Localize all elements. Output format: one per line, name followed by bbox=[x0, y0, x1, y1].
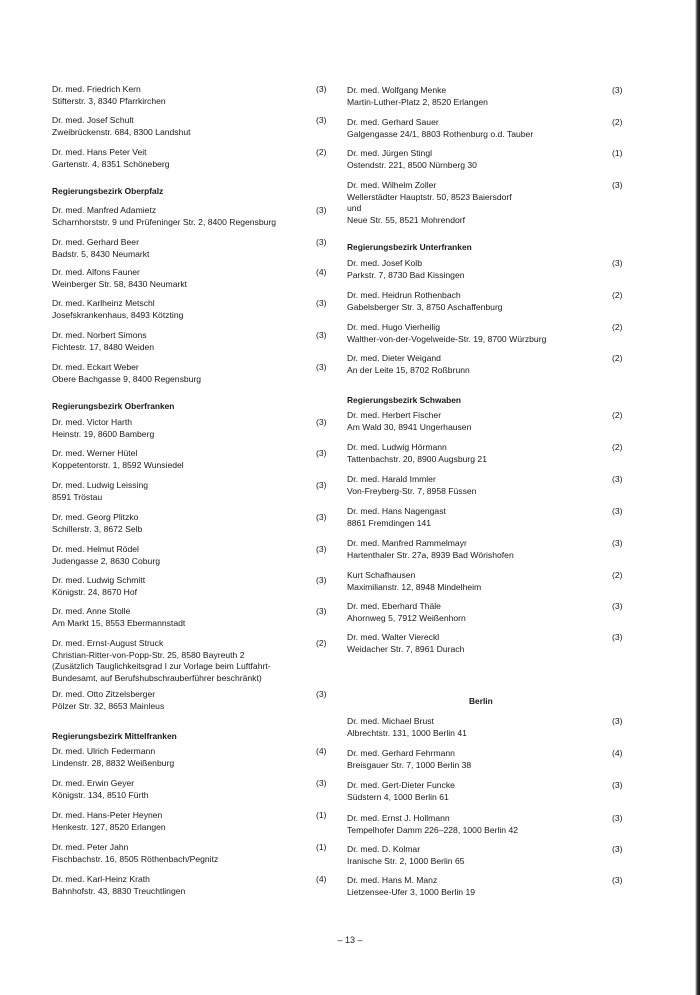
entry-address-line: Stifterstr. 3, 8340 Pfarrkirchen bbox=[52, 95, 166, 106]
list-item bbox=[52, 842, 327, 865]
entry-name: Dr. med. Friedrich Kern bbox=[52, 84, 141, 94]
entry-address-line: Ostendstr. 221, 8500 Nürnberg 30 bbox=[347, 159, 477, 170]
entry-category: (3) bbox=[612, 506, 623, 516]
entry-name: Dr. med. Josef Kolb bbox=[347, 258, 422, 268]
entry-category: (2) bbox=[612, 322, 623, 332]
entry-name: Dr. med. Wilhelm Zoller bbox=[347, 180, 437, 190]
entry-address-line: Obere Bachgasse 9, 8400 Regensburg bbox=[52, 373, 202, 384]
list-item bbox=[347, 290, 623, 313]
entry-category: (3) bbox=[612, 474, 623, 484]
entry-address-line: Parkstr. 7, 8730 Bad Kissingen bbox=[347, 269, 465, 280]
entry-address-line: Am Wald 30, 8941 Ungerhausen bbox=[347, 421, 472, 432]
entry-address-line: 8861 Fremdingen 141 bbox=[347, 517, 432, 528]
list-item bbox=[347, 748, 623, 771]
list-item bbox=[347, 180, 623, 226]
entry-name: Dr. med. Gerhard Fehrmann bbox=[347, 748, 455, 758]
entry-category: (3) bbox=[612, 180, 623, 190]
entry-address-line: Königstr. 24, 8670 Hof bbox=[52, 586, 138, 597]
list-item bbox=[347, 716, 623, 739]
list-item bbox=[347, 570, 623, 593]
section-heading: Regierungsbezirk Oberpfalz bbox=[52, 186, 164, 196]
entry-category: (4) bbox=[316, 267, 327, 277]
list-item bbox=[347, 601, 623, 624]
entry-name: Dr. med. Hans Peter Veit bbox=[52, 147, 147, 157]
entry-category: (3) bbox=[612, 85, 623, 95]
section-heading: Berlin bbox=[469, 696, 493, 706]
entry-name: Dr. med. Anne Stolle bbox=[52, 606, 131, 616]
list-item bbox=[52, 606, 327, 629]
entry-name: Dr. med. Harald Immler bbox=[347, 474, 436, 484]
entry-category: (4) bbox=[316, 874, 327, 884]
list-item bbox=[52, 417, 327, 440]
entry-category: (3) bbox=[612, 538, 623, 548]
list-item bbox=[52, 147, 327, 170]
entry-name: Dr. med. Eckart Weber bbox=[52, 362, 139, 372]
page-number: – 13 – bbox=[337, 935, 363, 945]
entry-address-line: Koppetentorstr. 1, 8592 Wunsiedel bbox=[52, 459, 184, 470]
list-item bbox=[52, 330, 327, 353]
entry-address-line: Fischbachstr. 16, 8505 Röthenbach/Pegnitz bbox=[52, 853, 219, 864]
entry-category: (3) bbox=[316, 512, 327, 522]
list-item bbox=[347, 148, 623, 171]
entry-category: (1) bbox=[612, 148, 623, 158]
entry-category: (4) bbox=[612, 748, 623, 758]
entry-name: Dr. med. Ernst J. Hollmann bbox=[347, 813, 450, 823]
entry-address-line: Von-Freyberg-Str. 7, 8958 Füssen bbox=[347, 485, 477, 496]
entry-category: (3) bbox=[612, 875, 623, 885]
entry-category: (1) bbox=[316, 842, 327, 852]
entry-category: (2) bbox=[612, 290, 623, 300]
entry-address-line: (Zusätzlich Tauglichkeitsgrad I zur Vorlage beim Luftfahrt- bbox=[52, 661, 271, 672]
entry-name: Dr. med. Otto Zitzelsberger bbox=[52, 689, 156, 699]
entry-category: (3) bbox=[316, 480, 327, 490]
entry-name: Dr. med. Manfred Adamietz bbox=[52, 205, 157, 215]
entry-address-line: Zweibrückenstr. 684, 8300 Landshut bbox=[52, 126, 191, 137]
entry-category: (1) bbox=[316, 810, 327, 820]
list-item bbox=[347, 322, 623, 345]
entry-category: (3) bbox=[316, 778, 327, 788]
list-item bbox=[347, 85, 623, 108]
scan-edge bbox=[695, 0, 700, 995]
entry-address-line: Tattenbachstr. 20, 8900 Augsburg 21 bbox=[347, 453, 487, 464]
entry-name: Dr. med. Victor Harth bbox=[52, 417, 133, 427]
entry-category: (3) bbox=[316, 448, 327, 458]
entry-name: Dr. med. Herbert Fischer bbox=[347, 410, 442, 420]
entry-address-line: An der Leite 15, 8702 Roßbrunn bbox=[347, 364, 470, 375]
entry-name: Dr. med. Erwin Geyer bbox=[52, 778, 135, 788]
entry-address-line: Henkestr. 127, 8520 Erlangen bbox=[52, 821, 166, 832]
list-item bbox=[52, 544, 327, 567]
list-item bbox=[52, 362, 327, 385]
entry-address-line: Lietzensee-Ufer 3, 1000 Berlin 19 bbox=[347, 886, 476, 897]
entry-address-line: Am Markt 15, 8553 Ebermannstadt bbox=[52, 617, 186, 628]
entry-category: (3) bbox=[612, 716, 623, 726]
list-item bbox=[347, 258, 623, 281]
entry-category: (2) bbox=[612, 117, 623, 127]
entry-address-line: Hartenthaler Str. 27a, 8939 Bad Wörishofen bbox=[347, 549, 514, 560]
entry-category: (3) bbox=[316, 115, 327, 125]
entry-address-line: Gartenstr. 4, 8351 Schöneberg bbox=[52, 158, 170, 169]
list-item bbox=[347, 844, 623, 867]
entry-name: Dr. med. Hugo Vierheilig bbox=[347, 322, 440, 332]
entry-address-line: Fichtestr. 17, 8480 Weiden bbox=[52, 341, 155, 352]
entry-name: Dr. med. Hans-Peter Heynen bbox=[52, 810, 163, 820]
entry-name: Dr. med. Eberhard Thäle bbox=[347, 601, 441, 611]
entry-name: Dr. med. Karlheinz Metschl bbox=[52, 298, 155, 308]
list-item bbox=[347, 538, 623, 561]
entry-address-line: Gabelsberger Str. 3, 8750 Aschaffenburg bbox=[347, 301, 503, 312]
entry-category: (3) bbox=[316, 84, 327, 94]
list-item bbox=[347, 353, 623, 376]
entry-address-line: Weidacher Str. 7, 8961 Durach bbox=[347, 643, 465, 654]
entry-category: (3) bbox=[316, 205, 327, 215]
list-item bbox=[347, 410, 623, 433]
entry-category: (3) bbox=[316, 362, 327, 372]
entry-address-line: und bbox=[347, 203, 362, 214]
entry-address-line: Weinberger Str. 58, 8430 Neumarkt bbox=[52, 278, 188, 289]
entry-address-line: Tempelhofer Damm 226–228, 1000 Berlin 42 bbox=[347, 824, 519, 835]
list-item bbox=[52, 746, 327, 769]
entry-address-line: Schillerstr. 3, 8672 Selb bbox=[52, 523, 143, 534]
list-item bbox=[52, 512, 327, 535]
entry-address-line: Südstern 4, 1000 Berlin 61 bbox=[347, 791, 449, 802]
entry-address-line: Badstr. 5, 8430 Neumarkt bbox=[52, 248, 150, 259]
entry-category: (3) bbox=[612, 258, 623, 268]
list-item bbox=[52, 237, 327, 260]
entry-address-line: Josefskrankenhaus, 8493 Kötzting bbox=[52, 309, 184, 320]
entry-name: Dr. med. Manfred Rammelmayr bbox=[347, 538, 467, 548]
entry-name: Dr. med. Josef Schult bbox=[52, 115, 134, 125]
list-item bbox=[52, 638, 327, 684]
list-item bbox=[347, 474, 623, 497]
entry-address-line: Christian-Ritter-von-Popp-Str. 25, 8580 Bayreuth 2 bbox=[52, 649, 245, 660]
entry-name: Dr. med. Gerhard Beer bbox=[52, 237, 139, 247]
entry-address-line: 8591 Tröstau bbox=[52, 491, 103, 502]
entry-name: Dr. med. Ludwig Schmitt bbox=[52, 575, 146, 585]
entry-category: (3) bbox=[316, 330, 327, 340]
list-item bbox=[347, 632, 623, 655]
entry-category: (3) bbox=[316, 689, 327, 699]
list-item bbox=[52, 298, 327, 321]
entry-name: Dr. med. Heidrun Rothenbach bbox=[347, 290, 461, 300]
entry-category: (4) bbox=[316, 746, 327, 756]
entry-address-line: Königstr. 134, 8510 Fürth bbox=[52, 789, 149, 800]
entry-name: Dr. med. Jürgen Stingl bbox=[347, 148, 433, 158]
entry-category: (2) bbox=[612, 353, 623, 363]
entry-name: Kurt Schafhausen bbox=[347, 570, 416, 580]
entry-address-line: Scharnhorststr. 9 und Prüfeninger Str. 2, 8400 Regensburg bbox=[52, 216, 277, 227]
entry-address-line: Galgengasse 24/1, 8803 Rothenburg o.d. Tauber bbox=[347, 128, 534, 139]
entry-category: (3) bbox=[612, 844, 623, 854]
entry-address-line: Pölzer Str. 32, 8653 Mainleus bbox=[52, 700, 165, 711]
entry-name: Dr. med. Alfons Fauner bbox=[52, 267, 140, 277]
list-item bbox=[347, 117, 623, 140]
entry-address-line: Iranische Str. 2, 1000 Berlin 65 bbox=[347, 855, 465, 866]
entry-name: Dr. med. Hans Nagengast bbox=[347, 506, 446, 516]
entry-category: (3) bbox=[612, 780, 623, 790]
entry-category: (3) bbox=[612, 601, 623, 611]
list-item bbox=[347, 780, 623, 803]
list-item bbox=[52, 874, 327, 897]
entry-address-line: Neue Str. 55, 8521 Mohrendorf bbox=[347, 214, 466, 225]
entry-address-line: Heinstr. 19, 8600 Bamberg bbox=[52, 428, 155, 439]
list-item bbox=[52, 778, 327, 801]
entry-name: Dr. med. Wolfgang Menke bbox=[347, 85, 447, 95]
list-item bbox=[347, 506, 623, 529]
list-item bbox=[347, 875, 623, 898]
entry-category: (3) bbox=[612, 632, 623, 642]
entry-name: Dr. med. Norbert Simons bbox=[52, 330, 147, 340]
list-item bbox=[52, 810, 327, 833]
entry-name: Dr. med. Walter Viereckl bbox=[347, 632, 440, 642]
entry-name: Dr. med. Peter Jahn bbox=[52, 842, 129, 852]
section-heading: Regierungsbezirk Unterfranken bbox=[347, 242, 472, 252]
entry-category: (2) bbox=[612, 410, 623, 420]
entry-name: Dr. med. D. Kolmar bbox=[347, 844, 421, 854]
entry-name: Dr. med. Helmut Rödel bbox=[52, 544, 139, 554]
entry-address-line: Martin-Luther-Platz 2, 8520 Erlangen bbox=[347, 96, 488, 107]
entry-category: (3) bbox=[316, 298, 327, 308]
entry-address-line: Bundesamt, auf Berufshubschrauberführer beschränkt) bbox=[52, 672, 262, 683]
entry-category: (3) bbox=[316, 544, 327, 554]
entry-category: (2) bbox=[612, 570, 623, 580]
section-heading: Regierungsbezirk Schwaben bbox=[347, 395, 462, 405]
list-item bbox=[52, 480, 327, 503]
list-item bbox=[347, 442, 623, 465]
list-item bbox=[52, 448, 327, 471]
entry-category: (2) bbox=[316, 638, 327, 648]
entry-name: Dr. med. Hans M. Manz bbox=[347, 875, 438, 885]
entry-category: (2) bbox=[612, 442, 623, 452]
section-heading: Regierungsbezirk Mittelfranken bbox=[52, 731, 177, 741]
list-item bbox=[52, 267, 327, 290]
entry-address-line: Wellerstädter Hauptstr. 50, 8523 Baiersdorf bbox=[347, 191, 512, 202]
list-item bbox=[52, 205, 327, 228]
entry-address-line: Breisgauer Str. 7, 1000 Berlin 38 bbox=[347, 759, 472, 770]
entry-address-line: Walther-von-der-Vogelweide-Str. 19, 8700 Würzburg bbox=[347, 333, 547, 344]
list-item bbox=[52, 84, 327, 107]
entry-name: Dr. med. Gert-Dieter Funcke bbox=[347, 780, 455, 790]
list-item bbox=[347, 813, 623, 836]
entry-category: (3) bbox=[612, 813, 623, 823]
entry-category: (3) bbox=[316, 606, 327, 616]
entry-address-line: Judengasse 2, 8630 Coburg bbox=[52, 555, 160, 566]
entry-name: Dr. med. Ludwig Leissing bbox=[52, 480, 149, 490]
entry-name: Dr. med. Ernst-August Struck bbox=[52, 638, 164, 648]
entry-name: Dr. med. Karl-Heinz Krath bbox=[52, 874, 150, 884]
entry-name: Dr. med. Werner Hütel bbox=[52, 448, 138, 458]
entry-name: Dr. med. Dieter Weigand bbox=[347, 353, 441, 363]
entry-address-line: Lindenstr. 28, 8832 Weißenburg bbox=[52, 757, 175, 768]
entry-name: Dr. med. Michael Brust bbox=[347, 716, 434, 726]
list-item bbox=[52, 575, 327, 598]
entry-address-line: Albrechtstr. 131, 1000 Berlin 41 bbox=[347, 727, 467, 738]
entry-category: (2) bbox=[316, 147, 327, 157]
entry-name: Dr. med. Gerhard Sauer bbox=[347, 117, 439, 127]
list-item bbox=[52, 115, 327, 138]
entry-name: Dr. med. Ulrich Federmann bbox=[52, 746, 156, 756]
entry-address-line: Ahornweg 5, 7912 Weißenhorn bbox=[347, 612, 466, 623]
entry-name: Dr. med. Ludwig Hörmann bbox=[347, 442, 447, 452]
entry-category: (3) bbox=[316, 237, 327, 247]
entry-category: (3) bbox=[316, 575, 327, 585]
section-heading: Regierungsbezirk Oberfranken bbox=[52, 401, 175, 411]
list-item bbox=[52, 689, 327, 712]
entry-name: Dr. med. Georg Plitzko bbox=[52, 512, 139, 522]
entry-address-line: Bahnhofstr. 43, 8830 Treuchtlingen bbox=[52, 885, 186, 896]
entry-address-line: Maximilianstr. 12, 8948 Mindelheim bbox=[347, 581, 482, 592]
entry-category: (3) bbox=[316, 417, 327, 427]
